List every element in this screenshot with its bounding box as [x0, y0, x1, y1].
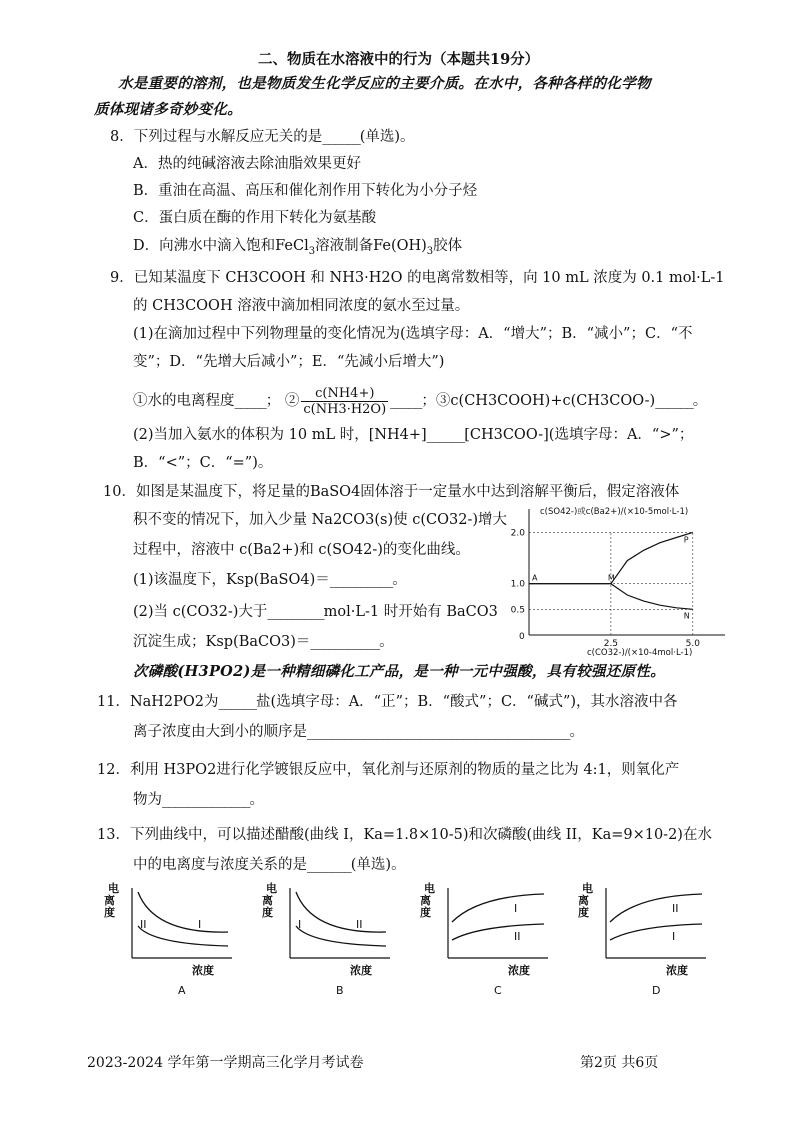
- q9-sub1-line-2: 变”；D．“先增大后减小”；E．“先减小后增大”): [133, 354, 445, 370]
- q9-sub2-line-1: [133, 425, 693, 445]
- punct: 。: [249, 792, 264, 808]
- mini-curve-label-top: I: [198, 918, 202, 931]
- mini-option-letter: B: [336, 984, 344, 997]
- q8-option-a: A．热的纯碱溶液去除油脂效果更好: [133, 156, 361, 172]
- q9-blank-4: ______: [426, 427, 465, 443]
- mini-curve-label-top: II: [672, 902, 679, 915]
- mini-ylabel-char: 度: [262, 906, 273, 919]
- fraction-denominator: c(NH3·H2O): [303, 401, 387, 417]
- mini-curve-label-bottom: II: [140, 918, 147, 931]
- origin-label: 0: [519, 632, 525, 642]
- mini-curve-upper: [296, 892, 386, 932]
- punct: 。: [569, 724, 584, 740]
- mini-curve-lower: [610, 924, 702, 940]
- q8-stem-text: 8．下列过程与水解反应无关的是: [110, 129, 323, 145]
- q8-option-d-part1: D．向沸水中滴入饱和FeCl: [133, 238, 309, 254]
- q9-sub2-text: (2)当加入氨水的体积为 10 mL 时，[NH4+]: [133, 427, 427, 443]
- point-label-m: M: [607, 573, 615, 583]
- x-tick-label: 5.0: [685, 639, 700, 649]
- mini-option-letter: D: [652, 984, 661, 997]
- intro-line-2: 质体现诸多奇妙变化。: [94, 101, 242, 118]
- q9-blank-3: ______: [655, 393, 693, 409]
- q9-blank-2: _____: [390, 393, 422, 409]
- mini-ylabel: [262, 881, 277, 919]
- q13-text-a: 中的电离度与浓度关系的是: [133, 857, 307, 873]
- mini-chart-d: [578, 881, 706, 997]
- q9-blank-1: _____: [234, 393, 266, 409]
- mini-ylabel-char: 电: [108, 882, 119, 895]
- chart-xlabel: c(CO32-)/(×10-4mol·L-1): [587, 648, 693, 658]
- y-tick-label: 1.0: [510, 579, 525, 590]
- mini-curve-lower: [296, 926, 386, 946]
- q11-line-1: [97, 692, 678, 712]
- punct: ；: [265, 393, 281, 409]
- footer-exam-title: 2023-2024 学年第一学期高三化学月考试卷: [87, 1055, 364, 1071]
- q9-sub1-line-1: (1)在滴加过程中下列物理量的变化情况为(选填字母：A．“增大”；B．“减小”；C．“不: [133, 326, 693, 342]
- q13-line-1: 13．下列曲线中，可以描述醋酸(曲线 I，Ka=1.8×10-5)和次磷酸(曲线 II，Ka=9×10-2)在水: [97, 827, 712, 843]
- mini-ylabel-char: 离: [578, 894, 589, 907]
- q12-blank: ______________: [162, 792, 250, 808]
- section-title: 二、物质在水溶液中的行为（本题共19分）: [258, 51, 540, 68]
- mini-curve-label-bottom: II: [514, 930, 521, 943]
- q12-line-1: 12．利用 H3PO2进行化学镀银反应中，氧化剂与还原剂的物质的量之比为 4:1，则氧化产: [97, 762, 680, 778]
- mini-ylabel: [578, 881, 593, 919]
- mini-curve-upper: [452, 894, 544, 922]
- mini-xlabel: 浓度: [666, 964, 688, 977]
- q10-blank-3: ___________: [310, 634, 380, 650]
- y-tick-label: 2.0: [510, 528, 525, 539]
- q11-line-2: [133, 722, 584, 742]
- q9-sub2-text-b: [CH3COO-](选填字母：A．“>”；: [464, 427, 694, 443]
- mini-curve-lower: [138, 926, 228, 946]
- q10-sub2-text-b: mol·L-1 时开始有 BaCO3: [323, 604, 498, 620]
- q11-blank-2: __________________________________________: [307, 724, 570, 740]
- mini-curve-label-bottom: I: [672, 930, 676, 943]
- mini-chart-b: [262, 881, 390, 997]
- q11-text-a: 11．NaH2PO2为: [97, 694, 219, 710]
- point-label-n: N: [683, 611, 690, 621]
- mini-xlabel: 浓度: [192, 964, 214, 977]
- q12-line-2-text: 物为: [133, 792, 162, 808]
- q10-line-3: 过程中，溶液中 c(Ba2+)和 c(SO42-)的变化曲线。: [133, 542, 470, 558]
- q8-option-d-part3: 胶体: [433, 238, 463, 254]
- q10-sub1: [133, 570, 407, 590]
- q11-text-b: 盐(选填字母：A．“正”；B．“酸式”；C．“碱式”)，其水溶液中各: [256, 694, 678, 710]
- q10-blank-1: __________: [329, 572, 393, 588]
- mini-chart-c: [420, 881, 548, 997]
- point-label-a: A: [532, 573, 538, 583]
- q11-blank-1: ______: [218, 694, 257, 710]
- q10-line-1: 10．如图是某温度下，将足量的BaSO4固体溶于一定量水中达到溶解平衡后，假定溶液体: [103, 484, 680, 500]
- punct: 。: [379, 634, 394, 650]
- mini-ylabel-char: 度: [578, 906, 589, 919]
- h3po2-intro: 次磷酸(H3PO2)是一种精细磷化工产品，是一种一元中强酸，具有较强还原性。: [133, 663, 666, 680]
- q10-line-2: 积不变的情况下，加入少量 Na2CO3(s)使 c(CO32-)增大: [133, 512, 508, 528]
- chart-layer: [511, 509, 725, 649]
- mini-curve-lower: [452, 924, 544, 940]
- mini-xlabel: 浓度: [508, 964, 530, 977]
- q10-sub2: [133, 602, 498, 622]
- mini-ylabel-char: 电: [266, 882, 277, 895]
- q11-line-2-text: 离子浓度由大到小的顺序是: [133, 724, 307, 740]
- mini-ylabel-char: 度: [104, 906, 115, 919]
- q10-sub2-line-2-text: 沉淀生成；Ksp(BaCO3)＝: [133, 634, 311, 650]
- chart-ylabel: c(SO42-)或c(Ba2+)/(×10-5mol·L-1): [540, 507, 689, 517]
- q9-item-2-mark: ②: [284, 393, 300, 409]
- q9-item-1: ①水的电离程度: [133, 393, 235, 409]
- q13-text-b: (单选)。: [350, 857, 406, 873]
- punct: 。: [392, 572, 407, 588]
- intro-line-1: 水是重要的溶剂，也是物质发生化学反应的主要介质。在水中，各种各样的化学物: [118, 75, 651, 92]
- subscript: 3: [426, 245, 434, 257]
- mini-ylabel: [420, 881, 435, 919]
- q8-option-d-part2: 溶液制备Fe(OH): [315, 238, 427, 254]
- q9-sub1-items: [133, 385, 707, 417]
- mini-ylabel-char: 离: [262, 894, 273, 907]
- q10-chart: [495, 500, 740, 660]
- q8-answer-blank: ______: [322, 129, 360, 145]
- q10-sub2-text: (2)当 c(CO32-)大于: [133, 604, 268, 620]
- q8-option-d: [133, 236, 462, 256]
- q8-option-b: B．重油在高温、高压和催化剂作用下转化为小分子烃: [133, 183, 478, 199]
- q8-stem: [110, 127, 415, 147]
- mini-ylabel-char: 离: [104, 894, 115, 907]
- mini-ylabel-char: 电: [582, 882, 593, 895]
- y-tick-label: 0.5: [510, 605, 525, 616]
- punct: 。: [692, 393, 708, 409]
- mini-ylabel-char: 离: [420, 894, 431, 907]
- q10-sub2-line-2: [133, 632, 394, 652]
- mini-ylabel-char: 电: [424, 882, 435, 895]
- subscript: 3: [308, 245, 316, 257]
- mini-option-letter: A: [178, 984, 186, 997]
- q10-sub1-text: (1)该温度下，Ksp(BaSO4)＝: [133, 572, 330, 588]
- mini-curve-label-top: II: [356, 918, 363, 931]
- q8-stem-suffix: (单选)。: [359, 129, 415, 145]
- footer-page-number: 第2页 共6页: [580, 1055, 659, 1071]
- q12-line-2: [133, 790, 264, 810]
- mini-chart-a: [104, 881, 232, 997]
- mini-curve-label-top: I: [514, 902, 518, 915]
- x-tick-label: 2.5: [603, 639, 619, 649]
- mini-curve-label-bottom: I: [298, 918, 302, 931]
- mini-option-letter: C: [494, 984, 502, 997]
- q9-fraction: [301, 386, 388, 417]
- mini-ylabel-char: 度: [420, 906, 431, 919]
- mini-ylabel: [104, 881, 119, 919]
- mini-curve-upper: [610, 894, 702, 922]
- mini-xlabel: 浓度: [350, 964, 372, 977]
- q9-line-2: 的 CH3COOH 溶液中滴加相同浓度的氨水至过量。: [133, 298, 470, 314]
- q10-blank-2: _________: [267, 604, 324, 620]
- q9-sub2-line-2: B．“<”；C．“=”)。: [133, 455, 273, 471]
- q9-line-1: 9．已知某温度下 CH3COOH 和 NH3·H2O 的电离常数相等，向 10 mL 浓度为 0.1 mol·L-1: [110, 270, 725, 286]
- q9-item-3: ；③c(CH3COOH)+c(CH3COO-): [421, 393, 656, 409]
- mini-curve-upper: [138, 892, 228, 932]
- q13-line-2: [133, 855, 406, 875]
- q13-option-charts: [100, 880, 740, 1000]
- point-label-p: P: [683, 535, 689, 545]
- q8-option-c: C．蛋白质在酶的作用下转化为氨基酸: [133, 210, 377, 226]
- q13-blank: _______: [307, 857, 351, 873]
- fraction-numerator: c(NH4+): [301, 386, 388, 402]
